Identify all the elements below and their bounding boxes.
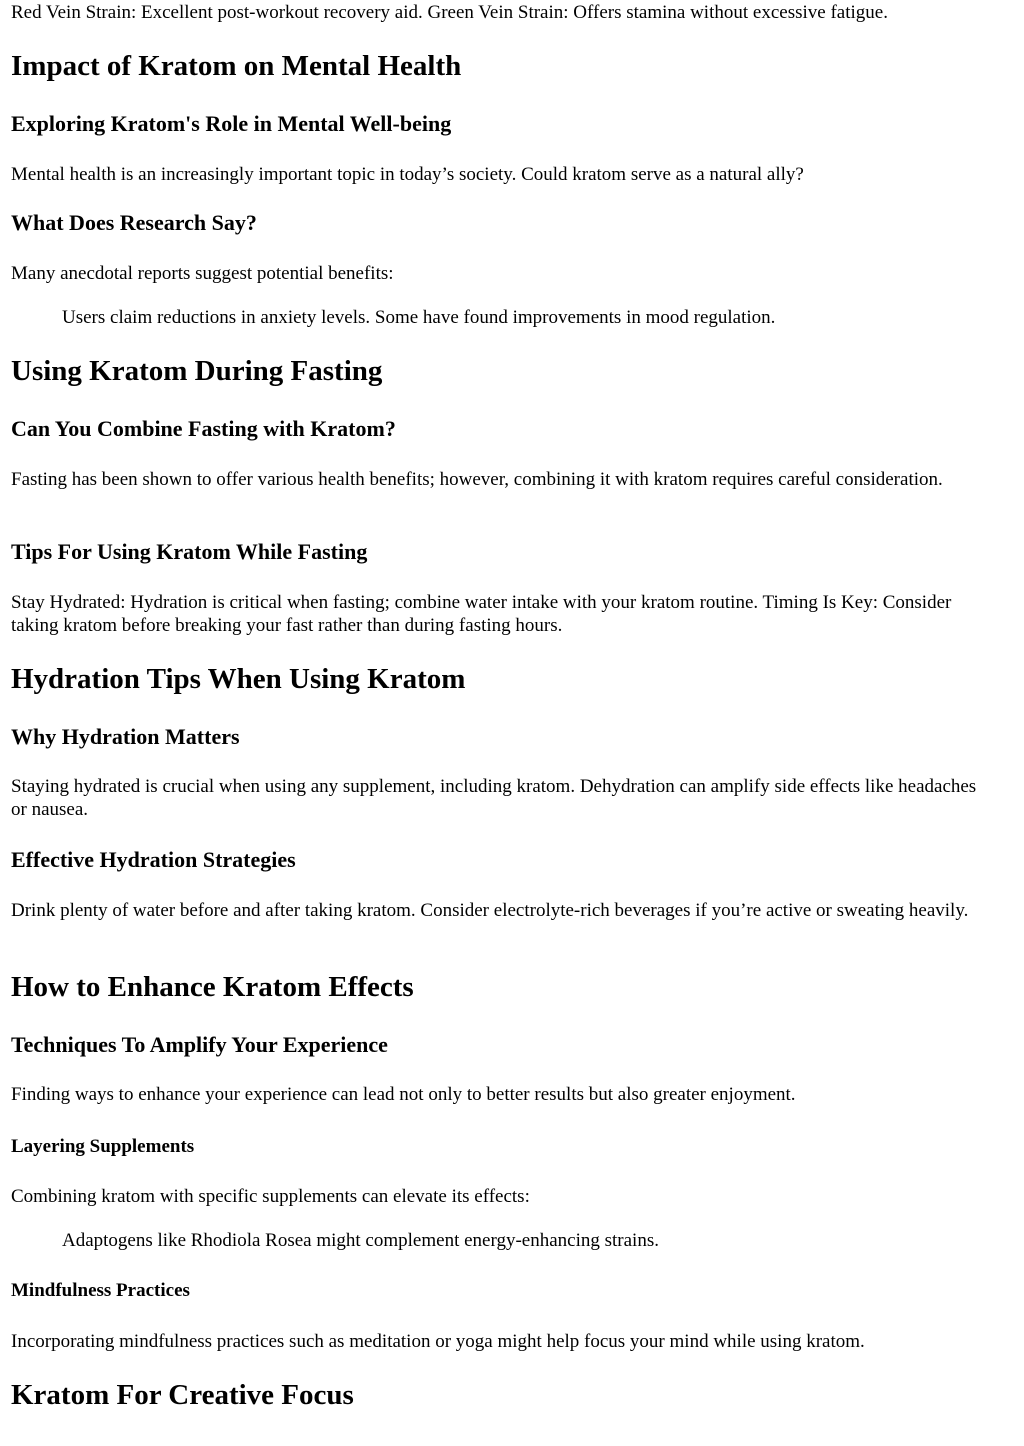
- blockquote-adaptogens: Adaptogens like Rhodiola Rosea might complement energy-enhancing strains.: [62, 1230, 659, 1251]
- paragraph-hydration-strategies: Drink plenty of water before and after taking kratom. Consider electrolyte-rich beverages if you’re active or sweating heavily.: [11, 900, 969, 921]
- blockquote-claims: Users claim reductions in anxiety levels. Some have found improvements in mood regulation.: [62, 307, 776, 328]
- subheading-techniques: Techniques To Amplify Your Experience: [11, 1032, 388, 1057]
- heading-enhance-effects: How to Enhance Kratom Effects: [11, 971, 414, 1003]
- paragraph-layering: Combining kratom with specific supplements can elevate its effects:: [11, 1186, 530, 1207]
- subheading-research: What Does Research Say?: [11, 210, 257, 235]
- heading-fasting: Using Kratom During Fasting: [11, 355, 383, 387]
- paragraph-mindfulness: Incorporating mindfulness practices such as meditation or yoga might help focus your mind while using kratom.: [11, 1331, 865, 1352]
- heading-hydration: Hydration Tips When Using Kratom: [11, 663, 466, 695]
- subheading-fasting-tips: Tips For Using Kratom While Fasting: [11, 539, 368, 564]
- paragraph-fasting-tips: Stay Hydrated: Hydration is critical when fasting; combine water intake with your kratom routine. Timing Is Key: Consider taking kratom before breaking your fast rather than during fasting hours.: [11, 592, 952, 636]
- subheading-layering-supplements: Layering Supplements: [11, 1136, 195, 1157]
- paragraph-techniques: Finding ways to enhance your experience can lead not only to better results but also greater enjoyment.: [11, 1084, 796, 1105]
- paragraph-research: Many anecdotal reports suggest potential benefits:: [11, 263, 394, 284]
- heading-creative-focus: Kratom For Creative Focus: [11, 1379, 354, 1411]
- subheading-combine-fasting: Can You Combine Fasting with Kratom?: [11, 416, 396, 441]
- paragraph-fasting: Fasting has been shown to offer various health benefits; however, combining it with kratom requires careful consideration.: [11, 469, 943, 490]
- subheading-why-hydration: Why Hydration Matters: [11, 724, 240, 749]
- subheading-mental-wellbeing: Exploring Kratom's Role in Mental Well-being: [11, 111, 452, 136]
- paragraph-mental-health: Mental health is an increasingly important topic in today’s society. Could kratom serve as a natural ally?: [11, 164, 804, 185]
- subheading-mindfulness: Mindfulness Practices: [11, 1280, 190, 1301]
- paragraph-why-hydration: Staying hydrated is crucial when using any supplement, including kratom. Dehydration can amplify side effects like headaches or nausea.: [11, 776, 977, 820]
- paragraph-strains: Red Vein Strain: Excellent post-workout recovery aid. Green Vein Strain: Offers stamina without excessive fatigue.: [11, 2, 888, 23]
- heading-mental-health: Impact of Kratom on Mental Health: [11, 50, 462, 82]
- subheading-hydration-strategies: Effective Hydration Strategies: [11, 847, 296, 872]
